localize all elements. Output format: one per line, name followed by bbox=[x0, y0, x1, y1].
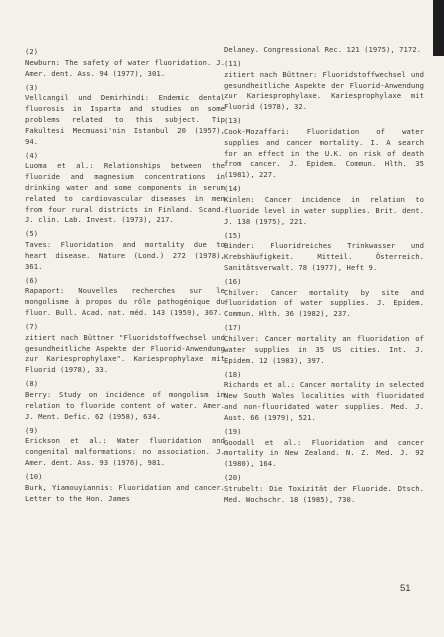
page-number: 51 bbox=[400, 583, 411, 594]
reference-text: Newburn: The safety of water fluoridation. J. Amer. dent. Ass. 94 (1977), 301. bbox=[25, 57, 225, 78]
reference-number: (5) bbox=[25, 229, 39, 239]
reference-entry bbox=[25, 276, 225, 319]
reference-text: Delaney. Congressional Rec. 121 (1975), 7172. bbox=[224, 45, 421, 54]
reference-text: Chilver: Cancer mortality by site and fluoridation of water supplies. J. Epidem. Commun. Hlth. 36 (1982), 237. bbox=[224, 287, 424, 319]
reference-number: (9) bbox=[25, 425, 39, 435]
reference-text: Erickson et al.: Water fluoridation and congenital malformations: no association. J. Amer. dent. Ass. 93 (1976), 981. bbox=[25, 436, 225, 467]
reference-text: zitiert nach Büttner "Fluoridstoffwechsel und gesundheitliche Aspekte der Fluorid-Anwendung zur Kariesprophylaxe". Kariesprophylaxe mit Fluorid (1978), 33. bbox=[25, 332, 225, 375]
reference-entry bbox=[224, 277, 424, 320]
reference-entry bbox=[224, 231, 424, 274]
reference-entry bbox=[224, 45, 424, 56]
reference-number: (11) bbox=[224, 58, 242, 68]
reference-entry bbox=[25, 151, 225, 227]
reference-number: (19) bbox=[224, 426, 242, 436]
reference-number: (10) bbox=[25, 471, 43, 481]
reference-number: (7) bbox=[25, 322, 39, 332]
reference-number: (15) bbox=[224, 230, 242, 240]
reference-number: (16) bbox=[224, 276, 242, 286]
reference-text: Berry: Study on incidence of mongolism in relation to fluoride content of water. Amer. J. Ment. Defic. 62 (1958), 634. bbox=[25, 390, 225, 421]
reference-entry bbox=[224, 184, 424, 227]
reference-number: (14) bbox=[224, 184, 242, 194]
reference-number: (4) bbox=[25, 150, 39, 160]
reference-number: (3) bbox=[25, 82, 39, 92]
left-reference-column bbox=[25, 47, 225, 508]
reference-number: (17) bbox=[224, 323, 242, 333]
reference-text: Vellcangil und Demirhindi: Endemic dental fluorosis in Isparta and studies on some problems related to this subject. Tip Fakultesi Mecmuasi'nin Istanbul 20 (1957), 94. bbox=[25, 93, 225, 146]
reference-text: Goodall et al.: Fluoridation and cancer mortality in New Zealand. N. Z. Med. J. 92 (1980), 164. bbox=[224, 437, 424, 469]
reference-entry bbox=[25, 379, 225, 422]
right-reference-column bbox=[224, 45, 424, 509]
reference-entry bbox=[224, 370, 424, 424]
reference-entry bbox=[224, 59, 424, 113]
reference-number: (2) bbox=[25, 47, 39, 56]
reference-text: Cook-Mozaffari: Fluoridation of water supplies and cancer mortality. I. A search for an effect in the U.K. on risk of death from cancer. J. Epidem. Commun. Hlth. 35 (1981), 227. bbox=[224, 126, 424, 180]
reference-number: (6) bbox=[25, 275, 39, 285]
reference-entry bbox=[224, 427, 424, 470]
reference-entry bbox=[224, 116, 424, 181]
reference-entry bbox=[25, 83, 225, 148]
reference-text: Rapaport: Nouvelles recherches sur le mongolisme à propos du rôle pathogénique du fluor. Bull. Acad. nat. méd. 143 (1959), 367. bbox=[25, 286, 225, 318]
reference-text: Luoma et al.: Relationships between the fluoride and magnesium concentrations in drinking water and some components in serum related to cardiovascular diseases in men from four rural districts in Finland. Scand. J. clin. Lab. Invest. (1973), 217. bbox=[25, 161, 225, 225]
reference-entry bbox=[25, 472, 225, 504]
reference-text: Chilver: Cancer mortality an fluoridation of water supplies in 35 US cities. Int. J. Epidem. 12 (1983), 397. bbox=[224, 334, 424, 365]
reference-number: (20) bbox=[224, 473, 242, 483]
reference-text: Binder: Fluoridreiches Trinkwasser und Krebshäufigkeit. Mitteil. Österreich. Sanitätsverwalt. 78 (1977), Heft 9. bbox=[224, 241, 424, 272]
reference-entry bbox=[25, 229, 225, 272]
reference-text: Strubelt: Die Toxizität der Fluoride. Dtsch. Med. Wochschr. 18 (1985), 730. bbox=[224, 483, 424, 504]
reference-number: (18) bbox=[224, 369, 242, 379]
reference-text: Taves: Fluoridation and mortality due to heart disease. Nature (Lond.) 272 (1978), 361. bbox=[25, 240, 225, 271]
page-edge-strip bbox=[433, 0, 444, 56]
reference-number: (8) bbox=[25, 379, 39, 389]
reference-text: Kinlen: Cancer incidence in relation to fluoride level in water supplies. Brit. dent. J. 138 (1975), 221. bbox=[224, 194, 424, 226]
reference-entry bbox=[25, 47, 225, 79]
reference-text: Richards et al.: Cancer mortality in selected New South Wales localities with fluoridated and non-fluoridated water supplies. Med. J. Aust. 66 (1979), 521. bbox=[224, 380, 424, 422]
reference-text: zitiert nach Büttner: Fluoridstoffwechsel und gesundheitliche Aspekte der Fluorid-Anwendung zur Kariesprophylaxe. Kariesprophylaxe mit Fluorid (1978), 32. bbox=[224, 69, 424, 112]
reference-entry bbox=[25, 426, 225, 469]
reference-entry bbox=[224, 473, 424, 505]
reference-number: (13) bbox=[224, 116, 242, 126]
reference-entry bbox=[25, 322, 225, 376]
reference-text: Burk, Yiamouyiannis: Fluoridation and cancer. Letter to the Hon. James bbox=[25, 482, 225, 503]
reference-entry bbox=[224, 323, 424, 366]
